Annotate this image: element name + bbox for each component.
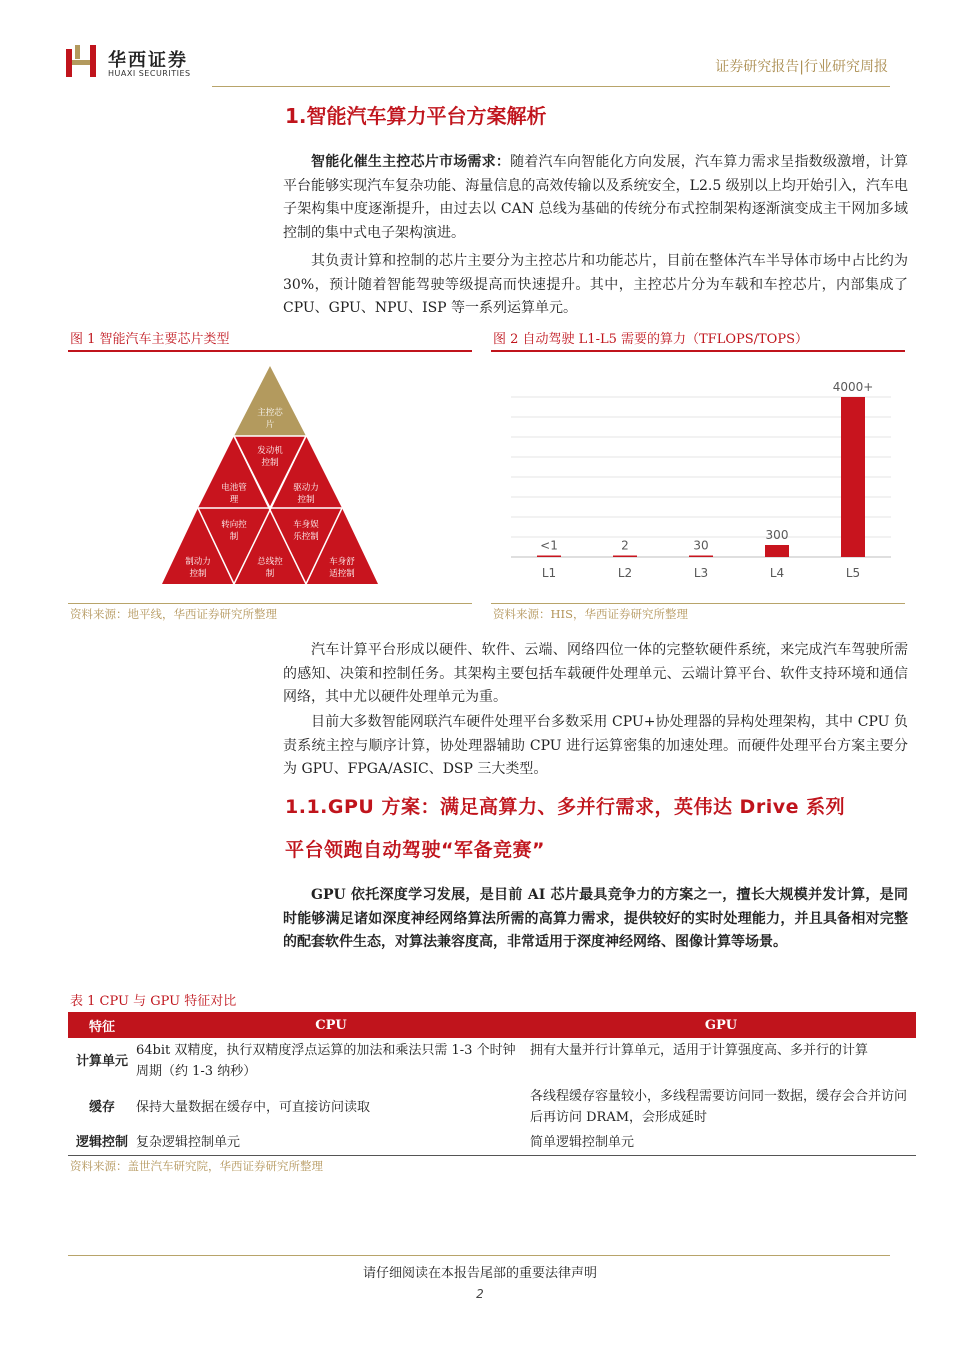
chip-type-pyramid [160, 364, 380, 586]
section-title-1-1: 1.1.GPU 方案：满足高算力、多并行需求，英伟达 Drive 系列 [285, 796, 846, 818]
header-divider [212, 86, 890, 87]
chart-bar-l1 [537, 556, 561, 558]
pyramid-label-entertainment: 车身娱 [293, 520, 319, 530]
table-cell-cpu: 保持大量数据在缓存中，可直接访问读取 [136, 1099, 371, 1115]
chart-x-tick-l5: L5 [845, 566, 861, 580]
table-cell-gpu: 简单逻辑控制单元 [530, 1135, 635, 1150]
pyramid-label-brake: 控制 [189, 569, 207, 579]
chart-data-label-l3: 30 [693, 538, 709, 553]
pyramid-label-drive: 控制 [297, 495, 315, 505]
table-header-feature: 特征 [68, 1012, 136, 1038]
chart-x-tick-l1: L1 [541, 566, 557, 580]
huaxi-logo-icon [66, 45, 98, 79]
page-number: 2 [476, 1287, 484, 1301]
chart-x-tick-l3: L3 [693, 566, 709, 580]
pyramid-label-top: 片 [265, 420, 275, 430]
table-row [68, 1038, 916, 1084]
chart-x-tick-l2: L2 [617, 566, 633, 580]
logo-chinese-name: 华西证券 [108, 50, 188, 71]
chart-bar-l2 [613, 556, 637, 558]
table-cell-cpu: 64bit 双精度，执行双精度浮点运算的加法和乘法只需 1-3 个时钟周期（约 1-3 纳秒） [136, 1043, 516, 1079]
pyramid-label-engine: 控制 [261, 458, 279, 468]
pyramid-label-comfort: 车身舒 [329, 557, 355, 567]
figure1-source: 资料来源：地平线，华西证券研究所整理 [70, 607, 277, 621]
pyramid-label-entertainment: 乐控制 [293, 532, 319, 542]
table-header-row [68, 1012, 916, 1038]
figure1-caption: 图 1 智能汽车主要芯片类型 [70, 332, 230, 347]
table-row [68, 1084, 916, 1130]
table1-source: 资料来源：盖世汽车研究院，华西证券研究所整理 [70, 1159, 323, 1173]
table-cell-gpu: 各线程缓存容量较小，多线程需要访问同一数据，缓存会合并访问后再访问 DRAM，会形成延时 [530, 1089, 908, 1125]
logo-english-name: HUAXI SECURITIES [108, 69, 191, 78]
chart-x-tick-l4: L4 [769, 566, 785, 580]
report-type: 证券研究报告|行业研究周报 [715, 59, 888, 75]
table-cell-feature: 逻辑控制 [75, 1135, 128, 1150]
section-title-1: 1.智能汽车算力平台方案解析 [285, 104, 547, 128]
pyramid-label-brake: 制动力 [185, 557, 211, 567]
chart-bar-l5 [841, 397, 865, 557]
table-header-cpu: CPU [136, 1012, 526, 1038]
pyramid-label-top: 主控芯 [257, 408, 283, 418]
footer-divider [68, 1255, 890, 1256]
footer-disclaimer: 请仔细阅读在本报告尾部的重要法律声明 [362, 1266, 597, 1281]
pyramid-label-engine: 发动机 [257, 446, 283, 456]
table-cell-feature: 计算单元 [75, 1053, 128, 1069]
paragraph-chip-demand [283, 151, 908, 245]
chart-data-label-l5: 4000+ [832, 380, 874, 394]
pyramid-label-steering: 制 [229, 532, 239, 542]
table-row [68, 1130, 916, 1155]
table1-caption: 表 1 CPU 与 GPU 特征对比 [70, 994, 237, 1009]
pyramid-label-drive: 驱动力 [293, 483, 319, 493]
figure2-source: 资料来源：HIS，华西证券研究所整理 [493, 607, 688, 621]
pyramid-label-battery: 理 [229, 495, 239, 505]
pyramid-label-battery: 电池管 [221, 483, 247, 493]
paragraph-architecture: 目前大多数智能网联汽车硬件处理平台多数采用 CPU+协处理器的异构处理架构，其中 CPU 负责系统主控与顺序计算，协处理器辅助 CPU 进行运算密集的加速处理。而硬件处理平台方案主要分为 GPU、FPGA/ASIC、DSP 三大类型。 [283, 714, 908, 777]
compute-demand-bar-chart [491, 356, 905, 596]
chart-bar-l4 [765, 545, 789, 557]
chart-data-label-l1: <1 [540, 538, 558, 553]
chart-data-label-l2: 2 [621, 538, 629, 553]
paragraph-gpu: GPU 依托深度学习发展，是目前 AI 芯片最具竞争力的方案之一，擅长大规模并发计算，是同时能够满足诸如深度神经网络算法所需的高算力需求，提供较好的实时处理能力，并且具备相对完整的配套软件生态，对算法兼容度高，非常适用于深度神经网络、图像计算等场景。 [283, 887, 908, 950]
table-cell-feature: 缓存 [88, 1099, 115, 1115]
cpu-gpu-comparison-table [68, 1012, 916, 1155]
pyramid-label-bus: 制 [265, 569, 275, 579]
paragraph-chip-types: 其负责计算和控制的芯片主要分为主控芯片和功能芯片，目前在整体汽车半导体市场中占比约为 30%，预计随着智能驾驶等级提高而快速提升。其中，主控芯片分为车载和车控芯片，内部集成了 CPU、GPU、NPU、ISP 等一系列运算单元。 [283, 253, 908, 316]
chart-data-label-l4: 300 [765, 528, 789, 542]
figure2-caption: 图 2 自动驾驶 L1-L5 需要的算力（TFLOPS/TOPS） [493, 332, 808, 347]
pyramid-label-bus: 总线控 [257, 557, 283, 567]
pyramid-label-comfort: 适控制 [329, 569, 355, 579]
paragraph-platform: 汽车计算平台形成以硬件、软件、云端、网络四位一体的完整软硬件系统，来完成汽车驾驶所需的感知、决策和控制任务。其架构主要包括车载硬件处理单元、云端计算平台、软件支持环境和通信网络，其中尤以硬件处理单元为重。 [283, 642, 908, 705]
figure2-bottom-rule [491, 603, 905, 604]
figure1-bottom-rule [68, 603, 472, 604]
table-cell-gpu: 拥有大量并行计算单元，适用于计算强度高、多并行的计算 [530, 1043, 869, 1058]
figure2-top-rule [491, 350, 905, 352]
figure1-top-rule [68, 350, 472, 352]
table1-bottom-rule [68, 1155, 916, 1156]
pyramid-label-steering: 转向控 [221, 520, 247, 530]
table-header-gpu: GPU [526, 1012, 916, 1038]
paragraph-text: 随着汽车向智能化方向发展，汽车算力需求呈指数级激增，计算平台能够实现汽车复杂功能、海量信息的高效传输以及系统安全，L2.5 级别以上均开始引入，汽车电子架构集中度逐渐提升，由过去以 CAN 总线为基础的传统分布式控制架构逐渐演变成主干网加多域控制的集中式电子架构演进。 [283, 154, 909, 241]
paragraph-lead: 智能化催生主控芯片市场需求： [311, 154, 511, 170]
chart-bar-l3 [689, 556, 713, 558]
section-title-1-1-cont: 平台领跑自动驾驶“军备竞赛” [285, 839, 545, 861]
table-cell-cpu: 复杂逻辑控制单元 [136, 1135, 241, 1150]
